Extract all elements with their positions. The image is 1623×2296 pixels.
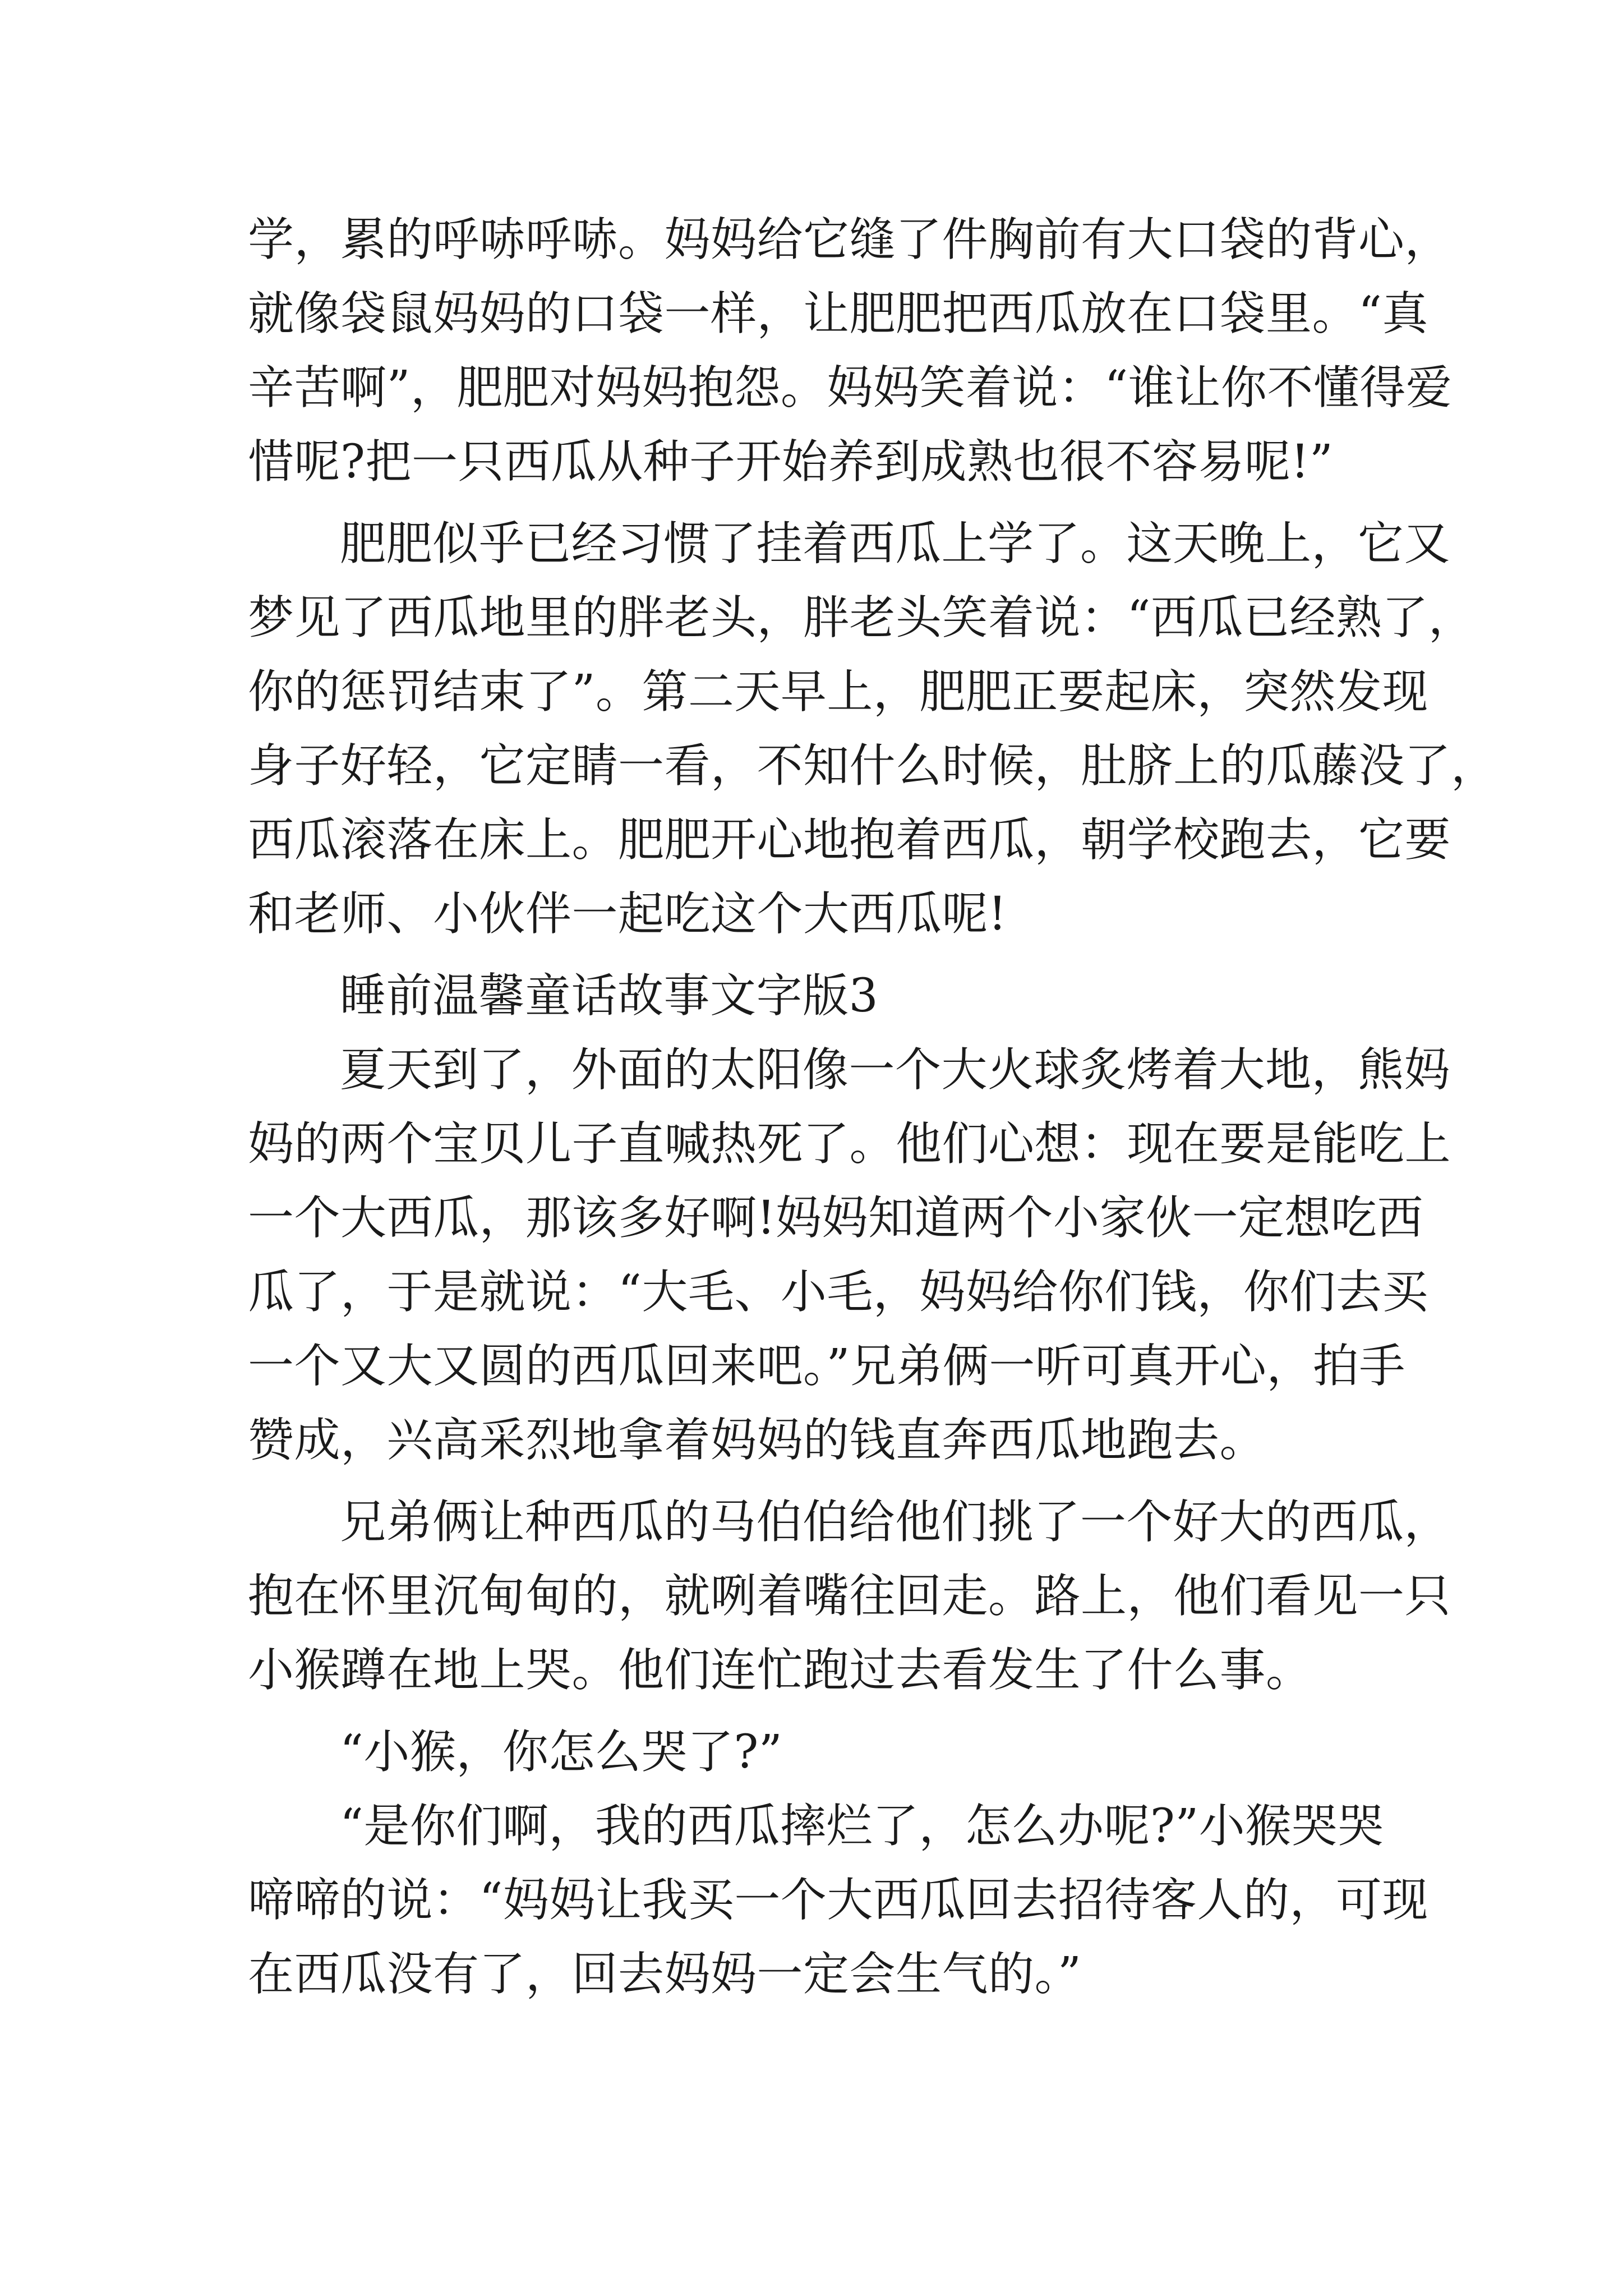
- text-line: 梦见了西瓜地里的胖老头，胖老头笑着说：“西瓜已经熟了，: [248, 591, 1475, 645]
- text-line: 夏天到了，外面的太阳像一个大火球炙烤着大地，熊妈: [340, 1043, 1451, 1097]
- text-line: 妈的两个宝贝儿子直喊热死了。他们心想：现在要是能吃上: [248, 1117, 1451, 1171]
- text-line: 兄弟俩让种西瓜的马伯伯给他们挑了一个好大的西瓜，: [340, 1496, 1451, 1549]
- text-line: 一个大西瓜，那该多好啊!妈妈知道两个小家伙一定想吃西: [248, 1191, 1423, 1245]
- paragraph-spacer: [248, 951, 1392, 959]
- paragraph-spacer: [248, 499, 1392, 507]
- paragraph: [248, 1715, 1392, 1789]
- paragraph: [248, 1485, 1451, 1708]
- text-line: 一个又大又圆的西瓜回来吧。”兄弟俩一听可真开心，拍手: [248, 1340, 1405, 1393]
- text-line: 睡前温馨童话故事文字版3: [340, 969, 879, 1023]
- text-line: 和老师、小伙伴一起吃这个大西瓜呢!: [248, 887, 1007, 941]
- text-line: 辛苦啊”，肥肥对妈妈抱怨。妈妈笑着说：“谁让你不懂得爱: [248, 361, 1453, 415]
- paragraph: [248, 959, 1392, 1033]
- text-line: 小猴蹲在地上哭。他们连忙跑过去看发生了什么事。: [248, 1644, 1312, 1697]
- text-line: 肥肥似乎已经习惯了挂着西瓜上学了。这天晚上，它又: [340, 517, 1451, 570]
- text-line: 西瓜滚落在床上。肥肥开心地抱着西瓜，朝学校跑去，它要: [248, 813, 1451, 867]
- text-line: 瓜了，于是就说：“大毛、小毛，妈妈给你们钱，你们去买: [248, 1266, 1428, 1319]
- text-line: 在西瓜没有了，回去妈妈一定会生气的。”: [248, 1948, 1082, 2001]
- text-line: 学，累的呼哧呼哧。妈妈给它缝了件胸前有大口袋的背心，: [248, 213, 1451, 266]
- paragraph: [248, 1033, 1451, 1478]
- text-line: 赞成，兴高采烈地拿着妈妈的钱直奔西瓜地跑去。: [248, 1414, 1266, 1467]
- document-body: [248, 203, 1497, 2012]
- text-line: “小猴，你怎么哭了?”: [340, 1726, 783, 1779]
- text-line: 抱在怀里沉甸甸的，就咧着嘴往回走。路上，他们看见一只: [248, 1570, 1451, 1623]
- text-line: 你的惩罚结束了”。第二天早上，肥肥正要起床，突然发现: [248, 665, 1428, 719]
- text-line: 就像袋鼠妈妈的口袋一样，让肥肥把西瓜放在口袋里。“真: [248, 287, 1428, 341]
- paragraph-spacer: [248, 1478, 1392, 1485]
- paragraph: [248, 203, 1453, 499]
- text-line: 惜呢?把一只西瓜从种子开始养到成熟也很不容易呢!”: [248, 435, 1334, 489]
- paragraph: [248, 1789, 1428, 2012]
- text-line: 啼啼的说：“妈妈让我买一个大西瓜回去招待客人的，可现: [248, 1874, 1428, 1927]
- paragraph: [248, 507, 1497, 951]
- text-line: 身子好轻，它定睛一看，不知什么时候，肚脐上的瓜藤没了，: [248, 739, 1497, 793]
- text-line: “是你们啊，我的西瓜摔烂了，怎么办呢?”小猴哭哭: [340, 1800, 1384, 1853]
- paragraph-spacer: [248, 1708, 1392, 1715]
